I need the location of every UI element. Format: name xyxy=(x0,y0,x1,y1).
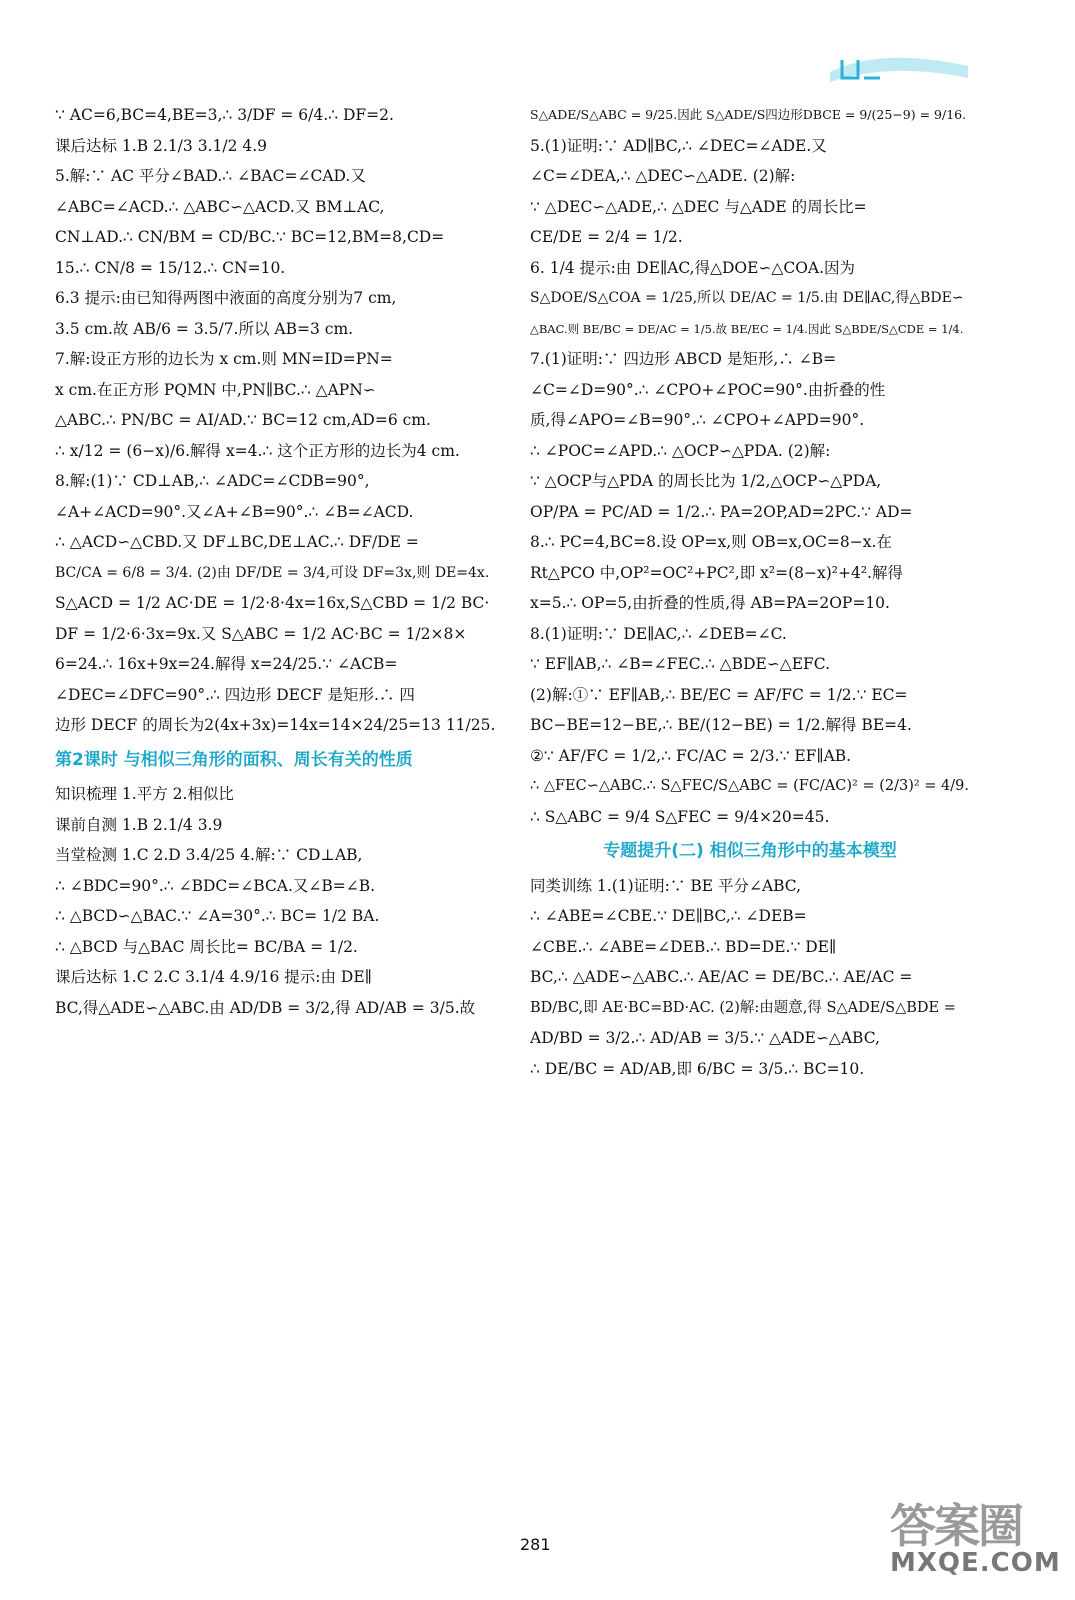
page-number: 281 xyxy=(520,1535,551,1554)
text-line: 同类训练 1.(1)证明:∵ BE 平分∠ABC, xyxy=(530,876,802,895)
text-line: 8.(1)证明:∵ DE∥AC,∴ ∠DEB=∠C. xyxy=(530,624,787,643)
text-line: 课后达标 1.B 2.1/3 3.1/2 4.9 xyxy=(55,136,268,155)
text-line: ∠DEC=∠DFC=90°.∴ 四边形 DECF 是矩形.∴ 四 xyxy=(55,685,415,704)
text-line: CN⊥AD.∴ CN/BM = CD/BC.∵ BC=12,BM=8,CD= xyxy=(55,228,445,246)
text-line: ∵ EF∥AB,∴ ∠B=∠FEC.∴ △BDE∽△EFC. xyxy=(530,655,831,673)
text-line: ∵ △OCP与△PDA 的周长比为 1/2,△OCP∽△PDA, xyxy=(530,472,882,490)
text-line: ∠ABC=∠ACD.∴ △ABC∽△ACD.又 BM⊥AC, xyxy=(55,197,385,216)
text-line: 6. 1/4 提示:由 DE∥AC,得△DOE∽△COA.因为 xyxy=(530,258,856,277)
text-line: ∴ △FEC∽△ABC.∴ S△FEC/S△ABC = (FC/AC)² = (2/3)² = 4/9. xyxy=(530,778,969,794)
text-line: AD/BD = 3/2.∴ AD/AB = 3/5.∵ △ADE∽△ABC, xyxy=(530,1029,880,1047)
text-line: ∠C=∠D=90°.∴ ∠CPO+∠POC=90°.由折叠的性 xyxy=(530,380,886,399)
section-heading: 第2课时 与相似三角形的面积、周长有关的性质 xyxy=(55,749,413,770)
watermark-logo: 答案圈 xyxy=(890,1499,1022,1553)
text-line: ∴ S△ABC = 9/4 S△FEC = 9/4×20=45. xyxy=(530,807,830,826)
text-line: ∠C=∠DEA,∴ △DEC∽△ADE. (2)解: xyxy=(530,167,796,185)
text-line: 8.解:(1)∵ CD⊥AB,∴ ∠ADC=∠CDB=90°, xyxy=(55,472,370,490)
text-line: 7.解:设正方形的边长为 x cm.则 MN=ID=PN= xyxy=(55,350,393,368)
text-line: x=5.∴ OP=5,由折叠的性质,得 AB=PA=2OP=10. xyxy=(530,594,890,612)
text-line: 质,得∠APO=∠B=90°.∴ ∠CPO+∠APD=90°. xyxy=(530,411,865,429)
text-line: ∵ AC=6,BC=4,BE=3,∴ 3/DF = 6/4.∴ DF=2. xyxy=(55,106,394,124)
text-line: 5.(1)证明:∵ AD∥BC,∴ ∠DEC=∠ADE.又 xyxy=(530,136,827,155)
text-line: 15.∴ CN/8 = 15/12.∴ CN=10. xyxy=(55,258,286,277)
text-line: x cm.在正方形 PQMN 中,PN∥BC.∴ △APN∽ xyxy=(55,380,376,399)
text-line: 5.解:∵ AC 平分∠BAD.∴ ∠BAC=∠CAD.又 xyxy=(55,167,366,185)
text-line: ∴ DE/BC = AD/AB,即 6/BC = 3/5.∴ BC=10. xyxy=(530,1059,865,1078)
text-line: ∴ x/12 = (6−x)/6.解得 x=4.∴ 这个正方形的边长为4 cm. xyxy=(55,441,460,460)
text-line: 当堂检测 1.C 2.D 3.4/25 4.解:∵ CD⊥AB, xyxy=(55,846,363,864)
text-line: ∴ △BCD∽△BAC.∵ ∠A=30°.∴ BC= 1/2 BA. xyxy=(55,907,380,925)
text-line: 7.(1)证明:∵ 四边形 ABCD 是矩形,∴ ∠B= xyxy=(530,350,837,368)
text-line: BC/CA = 6/8 = 3/4. (2)由 DF/DE = 3/4,可设 DF=3x,则 DE=4x. xyxy=(55,564,490,581)
text-line: ∴ ∠BDC=90°.∴ ∠BDC=∠BCA.又∠B=∠B. xyxy=(55,876,376,895)
text-line: ∠CBE.∴ ∠ABE=∠DEB.∴ BD=DE.∵ DE∥ xyxy=(530,937,837,956)
section-heading: 专题提升(二) 相似三角形中的基本模型 xyxy=(603,841,897,861)
text-line: 课前自测 1.B 2.1/4 3.9 xyxy=(55,815,223,834)
text-line: 6=24.∴ 16x+9x=24.解得 x=24/25.∵ ∠ACB= xyxy=(55,655,398,673)
watermark-text: MXQE.COM xyxy=(890,1548,1061,1578)
text-line: ∴ ∠POC=∠APD.∴ △OCP∽△PDA. (2)解: xyxy=(530,441,831,460)
text-line: ∵ △DEC∽△ADE,∴ △DEC 与△ADE 的周长比= xyxy=(530,197,867,216)
left-column xyxy=(55,100,495,1023)
text-line: ∴ △BCD 与△BAC 周长比= BC/BA = 1/2. xyxy=(55,937,358,956)
header-decoration-icon xyxy=(820,52,970,86)
text-line: ∴ ∠ABE=∠CBE.∵ DE∥BC,∴ ∠DEB= xyxy=(530,907,807,925)
text-line: S△DOE/S△COA = 1/25,所以 DE/AC = 1/5.由 DE∥AC,得△BDE∽ xyxy=(530,290,964,306)
text-line: ∠A+∠ACD=90°.又∠A+∠B=90°.∴ ∠B=∠ACD. xyxy=(55,502,414,521)
right-column xyxy=(530,100,970,1084)
text-line: 3.5 cm.故 AB/6 = 3.5/7.所以 AB=3 cm. xyxy=(55,319,354,338)
text-line: DF = 1/2·6·3x=9x.又 S△ABC = 1/2 AC·BC = 1/2×8× xyxy=(55,624,467,643)
text-line: 课后达标 1.C 2.C 3.1/4 4.9/16 提示:由 DE∥ xyxy=(55,968,372,986)
text-line: Rt△PCO 中,OP²=OC²+PC²,即 x²=(8−x)²+4².解得 xyxy=(530,563,903,582)
text-line: 知识梳理 1.平方 2.相似比 xyxy=(55,785,234,803)
text-line: ∴ △ACD∽△CBD.又 DF⊥BC,DE⊥AC.∴ DF/DE = xyxy=(55,533,419,551)
text-line: 8.∴ PC=4,BC=8.设 OP=x,则 OB=x,OC=8−x.在 xyxy=(530,533,892,551)
text-line: S△ACD = 1/2 AC·DE = 1/2·8·4x=16x,S△CBD = 1/2 BC· xyxy=(55,594,490,612)
text-line: OP/PA = PC/AD = 1/2.∴ PA=2OP,AD=2PC.∵ AD= xyxy=(530,502,913,521)
text-line: BC,得△ADE∽△ABC.由 AD/DB = 3/2,得 AD/AB = 3/5.故 xyxy=(55,998,476,1017)
text-line: 6.3 提示:由已知得两图中液面的高度分别为7 cm, xyxy=(55,289,397,307)
text-line: BD/BC,即 AE·BC=BD·AC. (2)解:由题意,得 S△ADE/S△BDE = xyxy=(530,999,956,1016)
text-line: (2)解:①∵ EF∥AB,∴ BE/EC = AF/FC = 1/2.∵ EC= xyxy=(530,685,908,704)
text-line: ②∵ AF/FC = 1/2,∴ FC/AC = 2/3.∵ EF∥AB. xyxy=(530,746,852,765)
text-line: BC−BE=12−BE,∴ BE/(12−BE) = 1/2.解得 BE=4. xyxy=(530,716,912,734)
text-line: CE/DE = 2/4 = 1/2. xyxy=(530,228,683,246)
text-line: △BAC.则 BE/BC = DE/AC = 1/5.故 BE/EC = 1/4.因此 S△BDE/S△CDE = 1/4. xyxy=(530,321,964,336)
text-line: △ABC.∴ PN/BC = AI/AD.∵ BC=12 cm,AD=6 cm. xyxy=(55,411,431,429)
text-line: BC,∴ △ADE∽△ABC.∴ AE/AC = DE/BC.∴ AE/AC = xyxy=(530,968,913,986)
text-line: 边形 DECF 的周长为2(4x+3x)=14x=14×24/25=13 11/25. xyxy=(55,716,495,734)
text-line: S△ADE/S△ABC = 9/25.因此 S△ADE/S四边形DBCE = 9/(25−9) = 9/16. xyxy=(530,107,967,122)
